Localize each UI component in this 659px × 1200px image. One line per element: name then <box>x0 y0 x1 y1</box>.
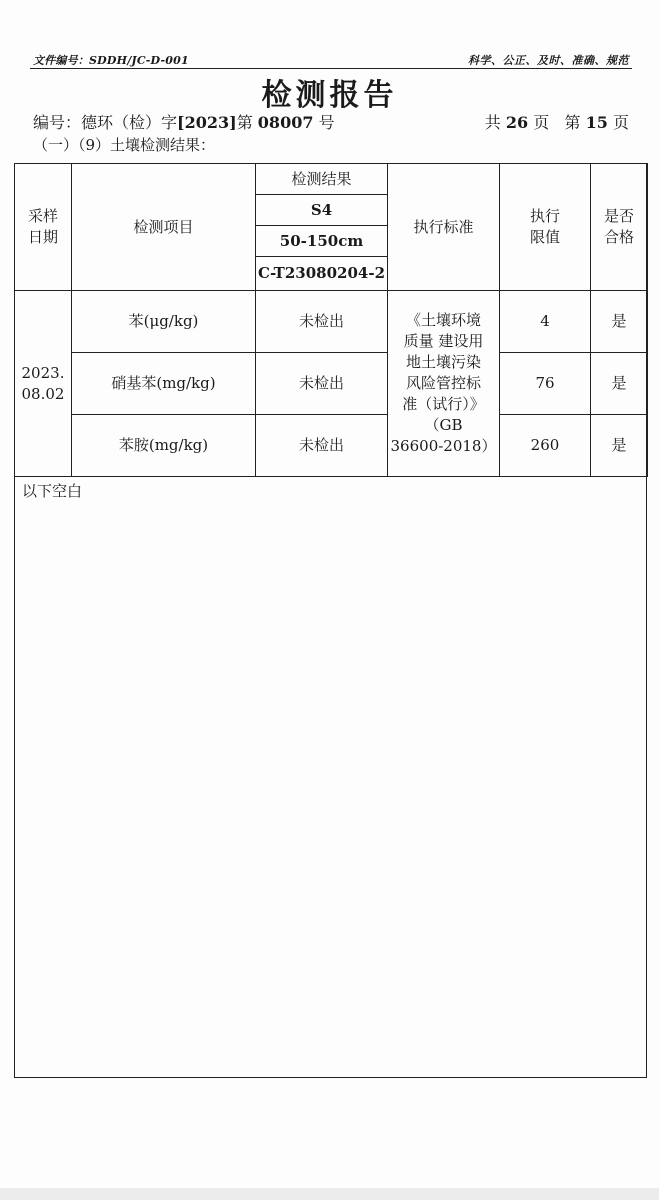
item-cell: 苯胺(mg/kg) <box>72 415 256 477</box>
qualified-cell: 是 <box>591 353 648 415</box>
sample-date-cell <box>15 291 72 477</box>
report-number <box>33 110 335 133</box>
item-cell: 硝基苯(mg/kg) <box>72 353 256 415</box>
result-cell: 未检出 <box>256 291 388 353</box>
report-number-year: [2023] <box>177 113 237 132</box>
limit-cell: 76 <box>500 353 591 415</box>
report-number-middle: 第 <box>236 113 253 132</box>
header-item: 检测项目 <box>72 164 256 291</box>
item-cell: 苯(μg/kg) <box>72 291 256 353</box>
standard-cell <box>388 291 500 477</box>
section-title: （一）（9）土壤检测结果： <box>33 136 216 154</box>
header-sample-date <box>15 164 72 291</box>
company-motto: 科学、公正、及时、准确、规范 <box>468 54 629 67</box>
limit-cell: 260 <box>500 415 591 477</box>
current-page: 15 <box>585 113 608 132</box>
result-cell: 未检出 <box>256 353 388 415</box>
header-rule <box>30 68 632 69</box>
standard-value: 《土壤环境 质量 建设用 地土壤污染 风险管控标 准（试行）》 （GB 36600-2018） <box>390 311 497 455</box>
table-row <box>15 353 648 415</box>
header-point: S4 <box>256 195 388 226</box>
blank-below-note: 以下空白 <box>22 482 83 500</box>
qualified-cell: 是 <box>591 291 648 353</box>
qualified-cell: 是 <box>591 415 648 477</box>
header-sample-date-label: 采样 日期 <box>27 207 58 246</box>
table-row <box>15 291 648 353</box>
report-title: 检测报告 <box>261 78 398 113</box>
total-pages-suffix: 页 <box>533 113 550 132</box>
current-page-prefix: 第 <box>564 113 581 132</box>
results-table <box>14 163 648 477</box>
header-row <box>15 164 648 195</box>
header-result: 检测结果 <box>256 164 388 195</box>
total-pages: 26 <box>505 113 529 132</box>
header-limit-label: 执行 限值 <box>529 207 560 246</box>
header-standard: 执行标准 <box>388 164 500 291</box>
header-qualified-label: 是否 合格 <box>603 207 634 246</box>
document-code: 文件编号：SDDH/JC-D-001 <box>33 54 189 67</box>
page-count <box>485 110 629 133</box>
header-sample-id: C-T23080204-2 <box>256 257 388 291</box>
total-pages-prefix: 共 <box>484 113 501 132</box>
header-qualified <box>591 164 648 291</box>
table-row <box>15 415 648 477</box>
bottom-shade <box>0 1188 659 1200</box>
report-number-suffix: 号 <box>318 113 335 132</box>
limit-cell: 4 <box>500 291 591 353</box>
sample-date-value: 2023. 08.02 <box>21 363 65 403</box>
report-number-prefix: 编号：德环（检）字 <box>33 113 178 132</box>
current-page-suffix: 页 <box>612 113 629 132</box>
result-cell: 未检出 <box>256 415 388 477</box>
header-limit <box>500 164 591 291</box>
header-depth: 50-150cm <box>256 226 388 257</box>
report-number-value: 08007 <box>257 113 314 132</box>
